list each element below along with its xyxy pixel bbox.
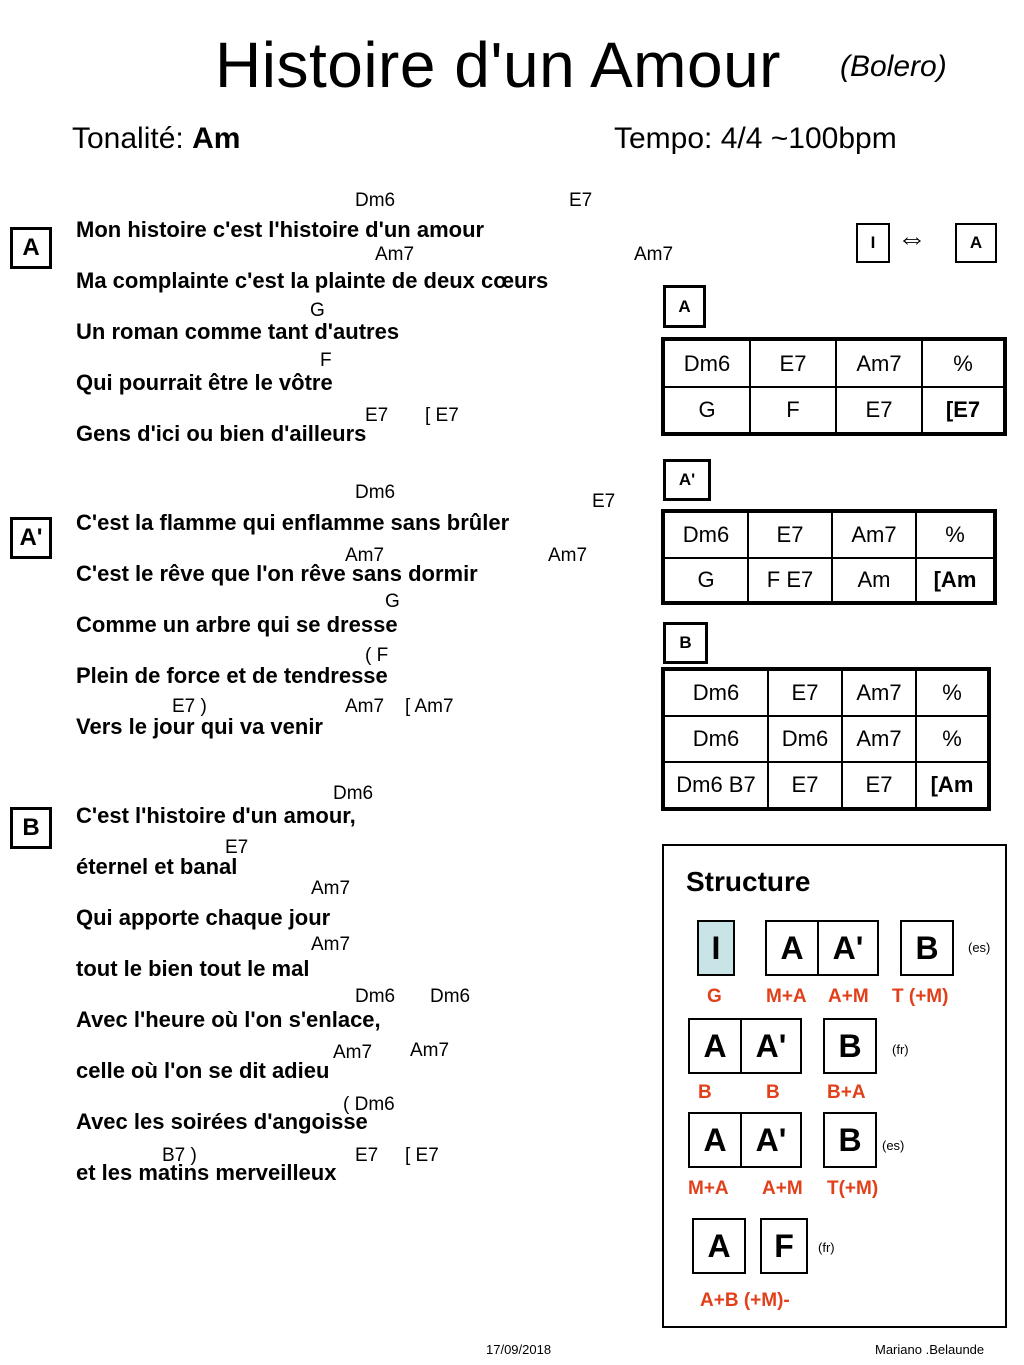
song-style: (Bolero) bbox=[840, 50, 947, 83]
grid-cell: Am7 bbox=[836, 339, 922, 387]
section-b-box bbox=[10, 807, 52, 849]
grid-cell: Dm6 bbox=[663, 339, 750, 387]
structure-note: (fr) bbox=[818, 1240, 835, 1255]
grid-row bbox=[663, 669, 989, 716]
grid-row bbox=[663, 387, 1005, 434]
chord: Am7 bbox=[333, 1042, 373, 1063]
grid-a-prime-label-box bbox=[663, 459, 711, 501]
grid-row bbox=[663, 762, 989, 809]
lyric-line: Vers le jour qui va venir bbox=[76, 714, 323, 739]
section-a-prime-label: A' bbox=[19, 524, 43, 551]
grid-cell: G bbox=[663, 387, 750, 434]
chord: B7 ) bbox=[162, 1145, 197, 1166]
structure-box-label: B bbox=[838, 1027, 862, 1064]
grid-cell: Am bbox=[832, 558, 916, 603]
structure-box-label: B bbox=[915, 929, 939, 966]
structure-box-label: A bbox=[703, 1027, 727, 1064]
chord: ( F bbox=[365, 645, 389, 666]
intro-box bbox=[856, 223, 890, 263]
grid-cell: Am7 bbox=[842, 716, 916, 762]
structure-box bbox=[740, 1018, 802, 1074]
grid-row bbox=[663, 339, 1005, 387]
structure-label: A+B (+M)- bbox=[700, 1290, 790, 1311]
grid-row bbox=[663, 558, 995, 603]
grid-cell: E7 bbox=[768, 762, 842, 809]
chord: F bbox=[320, 350, 332, 371]
grid-cell: [E7 bbox=[922, 387, 1005, 434]
grid-cell: E7 bbox=[750, 339, 836, 387]
chord: Dm6 bbox=[355, 482, 396, 503]
grid-cell: E7 bbox=[842, 762, 916, 809]
grid-cell: E7 bbox=[768, 669, 842, 716]
chord: Dm6 bbox=[355, 986, 396, 1007]
structure-panel bbox=[662, 844, 1007, 1328]
structure-box bbox=[692, 1218, 746, 1274]
structure-label: M+A bbox=[766, 986, 807, 1007]
chord: Am7 bbox=[345, 545, 385, 566]
grid-a bbox=[661, 337, 1007, 436]
structure-label: G bbox=[707, 986, 722, 1007]
chord: Am7 bbox=[634, 244, 674, 265]
chord: [ E7 bbox=[405, 1145, 439, 1166]
structure-box-intro bbox=[697, 920, 735, 976]
structure-box-label: B bbox=[838, 1121, 862, 1158]
tempo: Tempo: 4/4 ~100bpm bbox=[614, 122, 897, 155]
lyric-line: tout le bien tout le mal bbox=[76, 956, 310, 981]
grid-cell: F bbox=[750, 387, 836, 434]
chord: E7 bbox=[569, 190, 593, 211]
structure-label: T (+M) bbox=[892, 986, 949, 1007]
structure-box bbox=[817, 920, 879, 976]
grid-row bbox=[663, 716, 989, 762]
chord: E7 ) bbox=[172, 696, 207, 717]
structure-box-label: A bbox=[780, 929, 804, 966]
lyric-line: Mon histoire c'est l'histoire d'un amour bbox=[76, 217, 485, 242]
chord: Am7 bbox=[375, 244, 415, 265]
grid-cell: E7 bbox=[836, 387, 922, 434]
structure-note: (es) bbox=[882, 1138, 905, 1153]
lyric-line: C'est la flamme qui enflamme sans brûler bbox=[76, 510, 510, 535]
grid-row bbox=[663, 511, 995, 558]
lyric-line: C'est le rêve que l'on rêve sans dormir bbox=[76, 561, 478, 586]
structure-label: B+A bbox=[827, 1082, 866, 1103]
lyric-line: Avec les soirées d'angoisse bbox=[76, 1109, 368, 1134]
structure-box bbox=[823, 1018, 877, 1074]
chord: Dm6 bbox=[333, 783, 374, 804]
structure-note: (es) bbox=[968, 940, 991, 955]
section-a-box bbox=[10, 227, 52, 269]
grid-cell: % bbox=[922, 339, 1005, 387]
structure-label: A+M bbox=[762, 1178, 803, 1199]
lyric-line: Qui apporte chaque jour bbox=[76, 905, 331, 930]
structure-box-label: I bbox=[711, 929, 721, 966]
structure-box-label: A' bbox=[755, 1121, 787, 1158]
key-line bbox=[72, 122, 240, 156]
chord: E7 bbox=[225, 837, 249, 858]
structure-box-label: A' bbox=[832, 929, 864, 966]
structure-box-label: A bbox=[707, 1227, 731, 1264]
structure-box-label: A' bbox=[755, 1027, 787, 1064]
structure-label: M+A bbox=[688, 1178, 729, 1199]
grid-cell: [Am bbox=[916, 762, 989, 809]
chord: [ E7 bbox=[425, 405, 459, 426]
lyric-line: Qui pourrait être le vôtre bbox=[76, 370, 333, 395]
chord: Am7 bbox=[311, 878, 351, 899]
grid-cell: Am7 bbox=[832, 511, 916, 558]
chord: Am7 bbox=[311, 934, 351, 955]
grid-a-prime-label: A' bbox=[678, 470, 696, 489]
grid-cell: G bbox=[663, 558, 748, 603]
grid-a-label: A bbox=[678, 296, 691, 316]
grid-cell: % bbox=[916, 669, 989, 716]
structure-box bbox=[760, 1218, 808, 1274]
section-a-label: A bbox=[22, 234, 40, 261]
structure-box bbox=[765, 920, 819, 976]
structure-note: (fr) bbox=[892, 1042, 909, 1057]
structure-label: A+M bbox=[828, 986, 869, 1007]
chord: Am7 bbox=[548, 545, 588, 566]
a-link-box-label: A bbox=[969, 233, 983, 252]
chord: ( Dm6 bbox=[343, 1094, 395, 1115]
chord: G bbox=[310, 300, 325, 321]
lyric-line: celle où l'on se dit adieu bbox=[76, 1058, 330, 1083]
key-value: Am bbox=[192, 122, 241, 155]
chord: Dm6 bbox=[355, 190, 396, 211]
structure-box bbox=[688, 1112, 742, 1168]
structure-label: B bbox=[698, 1082, 712, 1103]
structure-box bbox=[740, 1112, 802, 1168]
structure-box-label: A bbox=[703, 1121, 727, 1158]
grid-a-label-box bbox=[663, 285, 706, 328]
chord: E7 bbox=[592, 491, 616, 512]
lyric-line: et les matins merveilleux bbox=[76, 1160, 337, 1185]
grid-cell: Dm6 bbox=[663, 669, 768, 716]
double-arrow-icon: ⇔ bbox=[897, 222, 927, 255]
grid-cell: F E7 bbox=[748, 558, 832, 603]
key-label: Tonalité: bbox=[72, 122, 184, 155]
grid-cell: Am7 bbox=[842, 669, 916, 716]
structure-label: B bbox=[766, 1082, 780, 1103]
a-link-box bbox=[955, 223, 997, 263]
chord: E7 bbox=[365, 405, 389, 426]
grid-cell: [Am bbox=[916, 558, 995, 603]
grid-b bbox=[661, 667, 991, 811]
chord: Am7 bbox=[345, 696, 385, 717]
grid-cell: Dm6 bbox=[768, 716, 842, 762]
lyric-line: Avec l'heure où l'on s'enlace, bbox=[76, 1007, 381, 1032]
lyric-line: Gens d'ici ou bien d'ailleurs bbox=[76, 421, 367, 446]
lyric-line: Comme un arbre qui se dresse bbox=[76, 612, 398, 637]
chord: [ Am7 bbox=[405, 696, 454, 717]
lyric-line: éternel et banal bbox=[76, 854, 238, 879]
grid-cell: E7 bbox=[748, 511, 832, 558]
lyric-line: Plein de force et de tendresse bbox=[76, 663, 388, 688]
grid-cell: % bbox=[916, 511, 995, 558]
section-b-label: B bbox=[22, 814, 40, 841]
structure-title: Structure bbox=[686, 866, 811, 897]
grid-cell: % bbox=[916, 716, 989, 762]
structure-box bbox=[823, 1112, 877, 1168]
chord: E7 bbox=[355, 1145, 379, 1166]
grid-b-label-box bbox=[663, 622, 708, 664]
section-a-prime-box bbox=[10, 517, 52, 559]
lyric-line: C'est l'histoire d'un amour, bbox=[76, 803, 356, 828]
chord: G bbox=[385, 591, 400, 612]
intro-box-label: I bbox=[870, 233, 876, 252]
footer-author: Mariano .Belaunde bbox=[875, 1342, 985, 1357]
lyric-line: Ma complainte c'est la plainte de deux cœurs bbox=[76, 268, 549, 293]
grid-b-label: B bbox=[679, 633, 692, 652]
grid-cell: Dm6 bbox=[663, 716, 768, 762]
structure-box bbox=[688, 1018, 742, 1074]
grid-cell: Dm6 B7 bbox=[663, 762, 768, 809]
structure-label: T(+M) bbox=[827, 1178, 879, 1199]
structure-box bbox=[900, 920, 954, 976]
grid-a-prime bbox=[661, 509, 997, 605]
footer-date: 17/09/2018 bbox=[486, 1342, 552, 1357]
chord: Am7 bbox=[410, 1040, 450, 1061]
structure-box-label: F bbox=[774, 1227, 794, 1264]
chord: Dm6 bbox=[430, 986, 471, 1007]
song-title: Histoire d'un Amour bbox=[215, 29, 781, 101]
lyric-line: Un roman comme tant d'autres bbox=[76, 319, 400, 344]
grid-cell: Dm6 bbox=[663, 511, 748, 558]
